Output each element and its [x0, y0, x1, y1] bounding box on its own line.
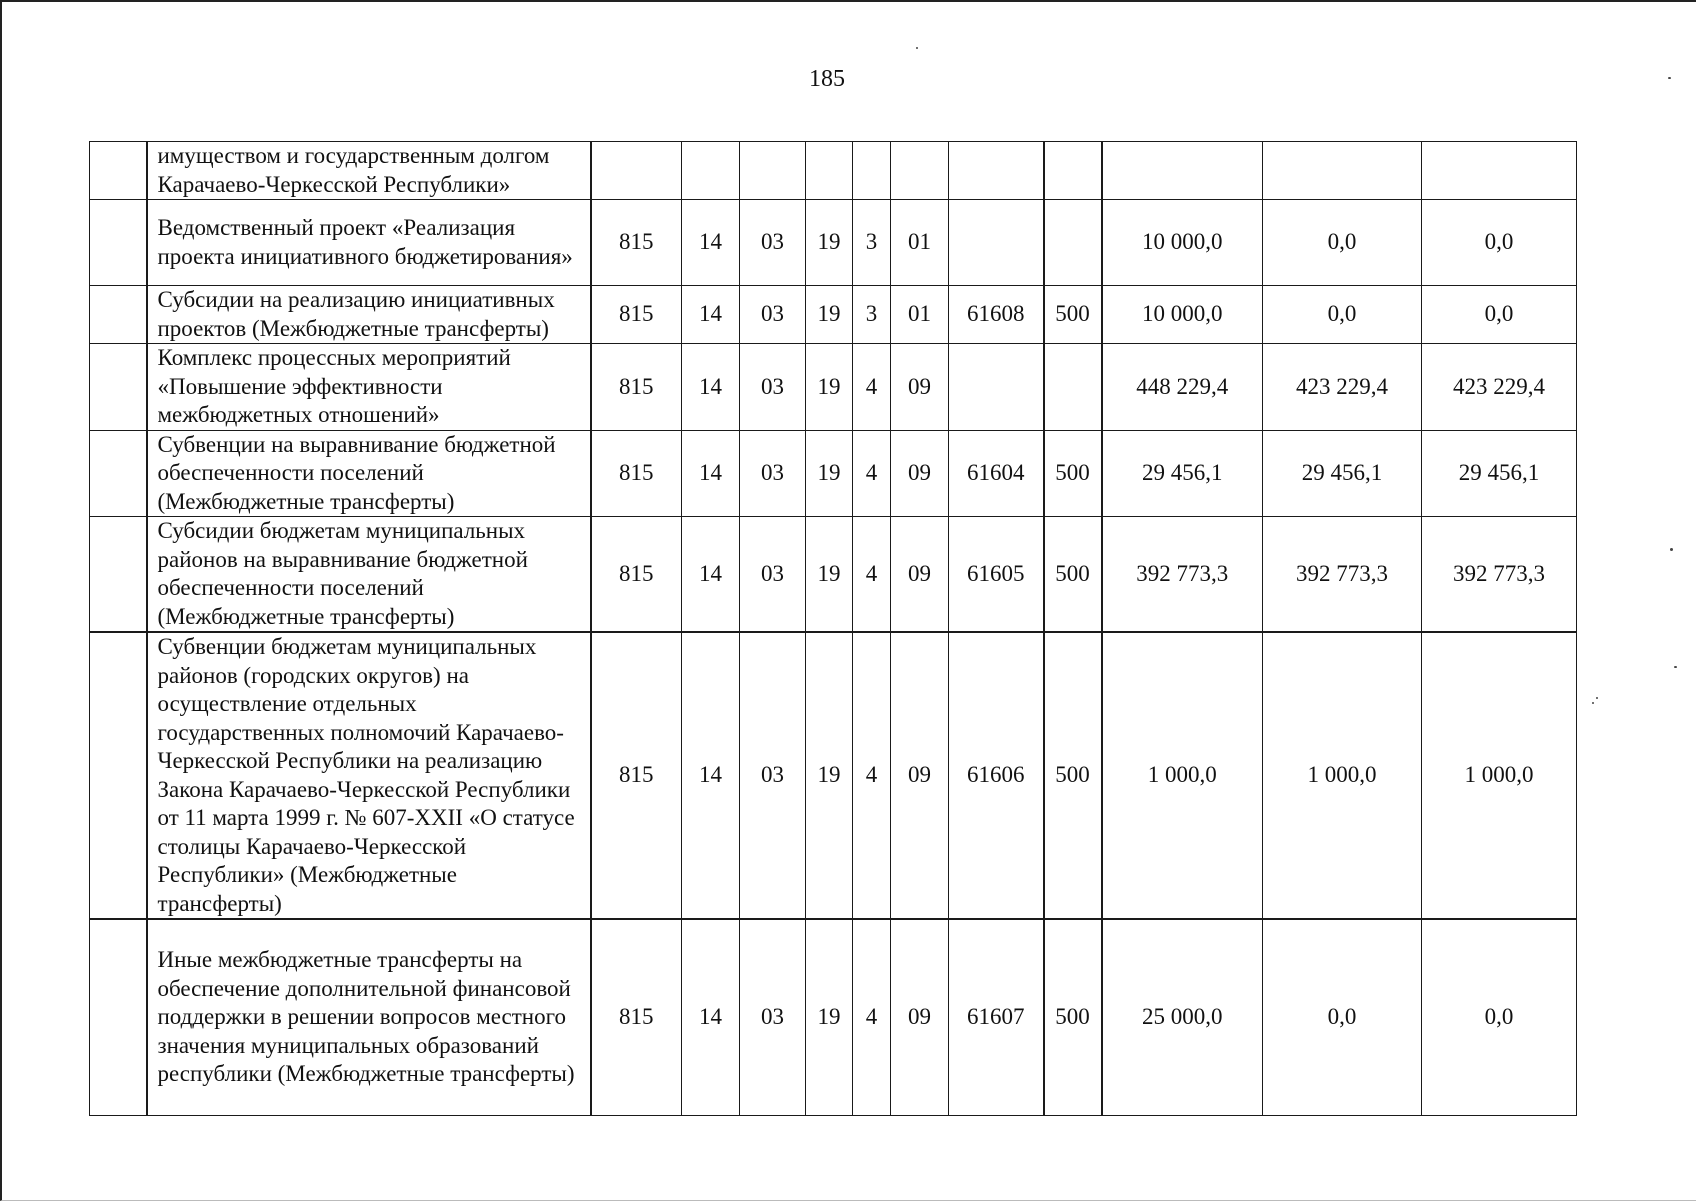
item-name-cell: Комплекс процессных мероприятий «Повышение эффективности межбюджетных отношений» [147, 344, 591, 431]
row-number-cell [90, 430, 147, 517]
grbs-code-cell: 815 [591, 517, 682, 633]
amount-year2-cell: 0,0 [1263, 200, 1422, 286]
amount-year2-cell [1263, 142, 1422, 200]
program-code-cell: 19 [806, 632, 853, 919]
expense-type-cell [1044, 200, 1102, 286]
expense-type-cell [1044, 142, 1102, 200]
row-number-cell [90, 142, 147, 200]
subsection-code-cell: 03 [740, 286, 806, 344]
subprogram-code-cell [853, 142, 891, 200]
subprogram-code-cell: 4 [853, 344, 891, 431]
amount-year3-cell: 29 456,1 [1422, 430, 1577, 517]
amount-year2-cell: 0,0 [1263, 286, 1422, 344]
item-name-cell: Субвенции на выравнивание бюджетной обеспеченности поселений (Межбюджетные трансферты) [147, 430, 591, 517]
grbs-code-cell [591, 142, 682, 200]
subsection-code-cell [740, 142, 806, 200]
section-code-cell: 14 [682, 344, 740, 431]
program-code-cell: 19 [806, 517, 853, 633]
amount-year3-cell: 0,0 [1422, 286, 1577, 344]
item-name-cell: Субсидии на реализацию инициативных проектов (Межбюджетные трансферты) [147, 286, 591, 344]
table-row [90, 142, 1577, 200]
item-name-cell: Субсидии бюджетам муниципальных районов на выравнивание бюджетной обеспеченности поселений (Межбюджетные трансферты) [147, 517, 591, 633]
row-number-cell [90, 632, 147, 919]
table-row [90, 286, 1577, 344]
direction-code-cell: 61608 [949, 286, 1044, 344]
amount-year1-cell: 29 456,1 [1102, 430, 1263, 517]
subprogram-code-cell: 4 [853, 919, 891, 1115]
event-code-cell: 09 [891, 344, 949, 431]
page-number: 185 [809, 66, 845, 92]
expense-type-cell: 500 [1044, 919, 1102, 1115]
table-row [90, 344, 1577, 431]
section-code-cell: 14 [682, 200, 740, 286]
amount-year3-cell [1422, 142, 1577, 200]
amount-year2-cell: 0,0 [1263, 919, 1422, 1115]
scan-speck [1670, 548, 1673, 551]
grbs-code-cell: 815 [591, 286, 682, 344]
amount-year3-cell: 0,0 [1422, 919, 1577, 1115]
event-code-cell: 09 [891, 919, 949, 1115]
section-code-cell: 14 [682, 430, 740, 517]
table-row [90, 200, 1577, 286]
expense-type-cell: 500 [1044, 286, 1102, 344]
direction-code-cell: 61606 [949, 632, 1044, 919]
table-row [90, 517, 1577, 633]
program-code-cell: 19 [806, 919, 853, 1115]
subsection-code-cell: 03 [740, 344, 806, 431]
subprogram-code-cell: 4 [853, 632, 891, 919]
table-body [90, 142, 1577, 1116]
direction-code-cell [949, 142, 1044, 200]
program-code-cell [806, 142, 853, 200]
amount-year3-cell: 0,0 [1422, 200, 1577, 286]
section-code-cell: 14 [682, 286, 740, 344]
event-code-cell: 01 [891, 286, 949, 344]
subprogram-code-cell: 3 [853, 200, 891, 286]
row-number-cell [90, 286, 147, 344]
table-row [90, 919, 1577, 1115]
amount-year1-cell: 10 000,0 [1102, 286, 1263, 344]
expense-type-cell: 500 [1044, 517, 1102, 633]
direction-code-cell [949, 344, 1044, 431]
amount-year3-cell: 1 000,0 [1422, 632, 1577, 919]
amount-year1-cell: 25 000,0 [1102, 919, 1263, 1115]
amount-year1-cell [1102, 142, 1263, 200]
scan-speck [1674, 666, 1677, 668]
event-code-cell: 01 [891, 200, 949, 286]
subsection-code-cell: 03 [740, 200, 806, 286]
amount-year2-cell: 423 229,4 [1263, 344, 1422, 431]
amount-year1-cell: 1 000,0 [1102, 632, 1263, 919]
item-name-cell: имуществом и государственным долгом Карачаево-Черкесской Республики» [147, 142, 591, 200]
amount-year1-cell: 392 773,3 [1102, 517, 1263, 633]
program-code-cell: 19 [806, 344, 853, 431]
scan-speck [1596, 697, 1598, 699]
amount-year1-cell: 448 229,4 [1102, 344, 1263, 431]
table-row [90, 430, 1577, 517]
amount-year1-cell: 10 000,0 [1102, 200, 1263, 286]
subsection-code-cell: 03 [740, 632, 806, 919]
row-number-cell [90, 919, 147, 1115]
amount-year3-cell: 392 773,3 [1422, 517, 1577, 633]
row-number-cell [90, 517, 147, 633]
subsection-code-cell: 03 [740, 919, 806, 1115]
section-code-cell [682, 142, 740, 200]
item-name-cell: Ведомственный проект «Реализация проекта инициативного бюджетирования» [147, 200, 591, 286]
event-code-cell: 09 [891, 430, 949, 517]
grbs-code-cell: 815 [591, 919, 682, 1115]
expense-type-cell [1044, 344, 1102, 431]
section-code-cell: 14 [682, 517, 740, 633]
section-code-cell: 14 [682, 919, 740, 1115]
subprogram-code-cell: 4 [853, 430, 891, 517]
subprogram-code-cell: 3 [853, 286, 891, 344]
table-row [90, 632, 1577, 919]
grbs-code-cell: 815 [591, 200, 682, 286]
grbs-code-cell: 815 [591, 430, 682, 517]
direction-code-cell: 61604 [949, 430, 1044, 517]
amount-year3-cell: 423 229,4 [1422, 344, 1577, 431]
expense-type-cell: 500 [1044, 632, 1102, 919]
section-code-cell: 14 [682, 632, 740, 919]
event-code-cell: 09 [891, 517, 949, 633]
row-number-cell [90, 200, 147, 286]
amount-year2-cell: 29 456,1 [1263, 430, 1422, 517]
event-code-cell [891, 142, 949, 200]
item-name-cell: Субвенции бюджетам муниципальных районов (городских округов) на осуществление отдельных государственных полномочий Карачаево-Черкесской Республики на реализацию Закона Карачаево-Черкесской Республики от 11 марта 1999 г. № 607-XXII «О статусе столицы Карачаево-Черкесской Республики» (Межбюджетные трансферты) [147, 632, 591, 919]
expense-type-cell: 500 [1044, 430, 1102, 517]
scan-speck [1668, 77, 1671, 79]
program-code-cell: 19 [806, 286, 853, 344]
amount-year2-cell: 392 773,3 [1263, 517, 1422, 633]
budget-table [89, 141, 1577, 1116]
direction-code-cell: 61605 [949, 517, 1044, 633]
amount-year2-cell: 1 000,0 [1263, 632, 1422, 919]
direction-code-cell: 61607 [949, 919, 1044, 1115]
subsection-code-cell: 03 [740, 517, 806, 633]
direction-code-cell [949, 200, 1044, 286]
item-name-cell: Иные межбюджетные трансферты на обеспечение дополнительной финансовой поддержки в решении вопросов местного значения муниципальных образований республики (Межбюджетные трансферты) [147, 919, 591, 1115]
program-code-cell: 19 [806, 430, 853, 517]
event-code-cell: 09 [891, 632, 949, 919]
grbs-code-cell: 815 [591, 344, 682, 431]
grbs-code-cell: 815 [591, 632, 682, 919]
scan-speck [1592, 702, 1594, 704]
subprogram-code-cell: 4 [853, 517, 891, 633]
row-number-cell [90, 344, 147, 431]
scan-speck [916, 47, 918, 49]
subsection-code-cell: 03 [740, 430, 806, 517]
program-code-cell: 19 [806, 200, 853, 286]
